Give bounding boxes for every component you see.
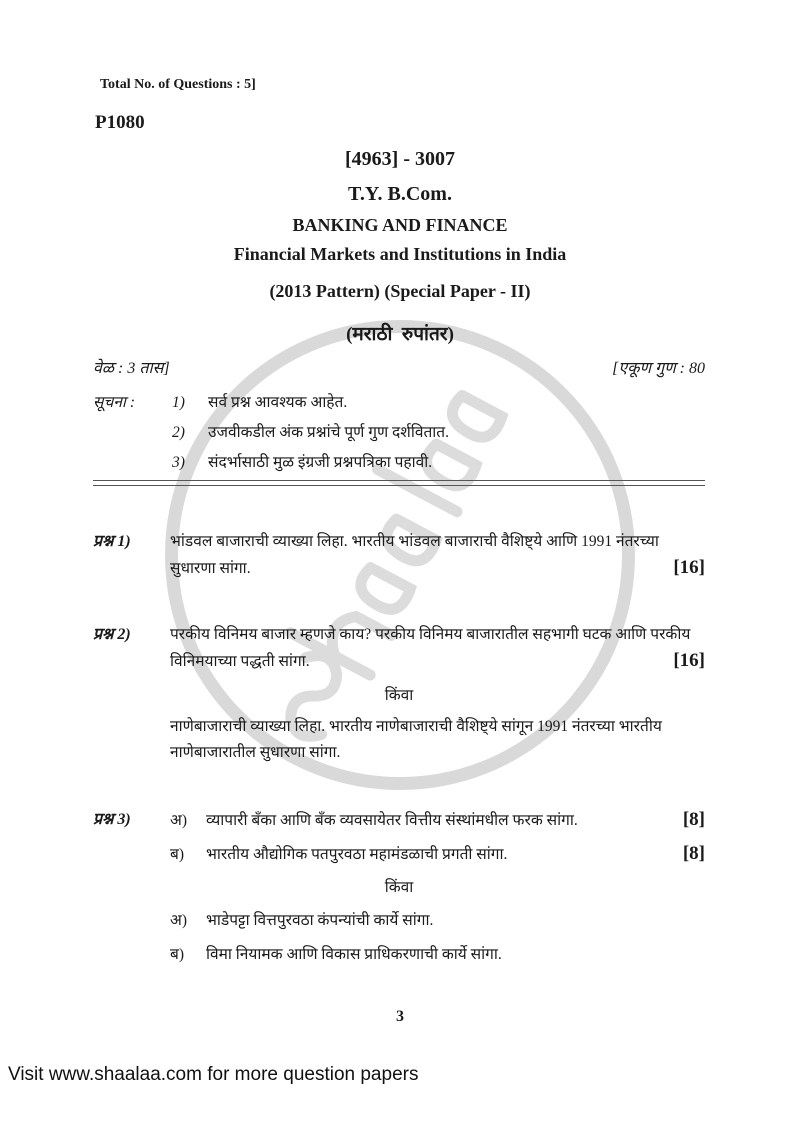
question-text: नाणेबाजारातील सुधारणा सांगा. — [170, 744, 341, 761]
question-marks: [8] — [682, 843, 705, 864]
meta-row — [93, 356, 705, 382]
total-questions: Total No. of Questions : 5] — [100, 77, 256, 92]
subject: BANKING AND FINANCE — [292, 215, 508, 235]
question-marks: [16] — [673, 650, 705, 671]
paper-title: Financial Markets and Institutions in India — [233, 244, 567, 264]
seat-code: [4963] - 3007 — [345, 148, 455, 170]
total-marks: [एकूण गुण : 80 — [612, 360, 705, 377]
footer-link[interactable]: Visit www.shaalaa.com for more question papers — [8, 1064, 419, 1085]
time-allowed: वेळ : 3 तास] — [93, 360, 170, 377]
instruction-text: उजवीकडील अंक प्रश्नांचे पूर्ण गुण दर्शवितात. — [208, 424, 450, 441]
question-label: प्रश्न 1) — [93, 533, 131, 550]
page-number: 3 — [396, 1008, 404, 1025]
question-2 — [93, 622, 705, 766]
question-label: प्रश्न 3) — [93, 811, 131, 828]
question-text: परकीय विनिमय बाजार म्हणजे काय? परकीय विनिमय बाजारातील सहभागी घटक आणि परकीय — [170, 626, 691, 643]
exam-body — [93, 356, 705, 968]
subquestion-a — [170, 807, 705, 834]
instruction-row — [93, 388, 705, 418]
question-text: सुधारणा सांगा. — [170, 560, 251, 577]
subquestion-alt-a — [170, 908, 705, 934]
divider — [93, 485, 705, 486]
paper-code: P1080 — [95, 112, 145, 133]
question-text: भाडेपट्टा वित्तपुरवठा कंपन्यांची कार्ये सांगा. — [206, 912, 434, 929]
instruction-num: 1) — [172, 394, 185, 411]
subquestion-num: ब) — [170, 946, 185, 963]
instruction-text: संदर्भासाठी मुळ इंग्रजी प्रश्नपत्रिका पहावी. — [208, 454, 433, 471]
or-label: किंवा — [384, 879, 414, 896]
question-text: विनिमयाच्या पद्धती सांगा. — [170, 653, 310, 670]
instructions — [93, 388, 705, 478]
pattern: (2013 Pattern) (Special Paper - II) — [269, 281, 531, 301]
or-label: किंवा — [384, 687, 414, 704]
instruction-num: 3) — [172, 454, 185, 471]
instruction-row — [93, 448, 705, 478]
question-marks: [8] — [682, 809, 705, 830]
subquestion-num: अ) — [170, 812, 188, 829]
question-label: प्रश्न 2) — [93, 626, 131, 643]
question-1 — [93, 529, 705, 582]
instruction-text: सर्व प्रश्न आवश्यक आहेत. — [208, 394, 348, 411]
question-text: विमा नियामक आणि विकास प्राधिकरणाची कार्ये सांगा. — [206, 946, 502, 963]
divider — [93, 480, 705, 481]
subquestion-num: अ) — [170, 912, 188, 929]
course: T.Y. B.Com. — [348, 183, 452, 205]
instructions-label: सूचना : — [93, 394, 135, 411]
subquestion-alt-b — [170, 942, 705, 968]
subquestion-b — [170, 841, 705, 868]
instruction-row — [93, 418, 705, 448]
question-3 — [93, 807, 705, 968]
question-marks: [16] — [673, 557, 705, 578]
version-label: (मराठी रुपांतर) — [346, 324, 454, 345]
question-text: भारतीय औद्योगिक पतपुरवठा महामंडळाची प्रगती सांगा. — [206, 846, 508, 863]
question-text: भांडवल बाजाराची व्याख्या लिहा. भारतीय भांडवल बाजाराची वैशिष्ट्ये आणि 1991 नंतरच्या — [170, 533, 659, 550]
instruction-num: 2) — [172, 424, 185, 441]
question-text: व्यापारी बँका आणि बँक व्यवसायेतर वित्तीय संस्थांमधील फरक सांगा. — [206, 812, 578, 829]
subquestion-num: ब) — [170, 846, 185, 863]
question-text: नाणेबाजाराची व्याख्या लिहा. भारतीय नाणेबाजाराची वैशिष्ट्ये सांगून 1991 नंतरच्या भारतीय — [170, 718, 662, 735]
